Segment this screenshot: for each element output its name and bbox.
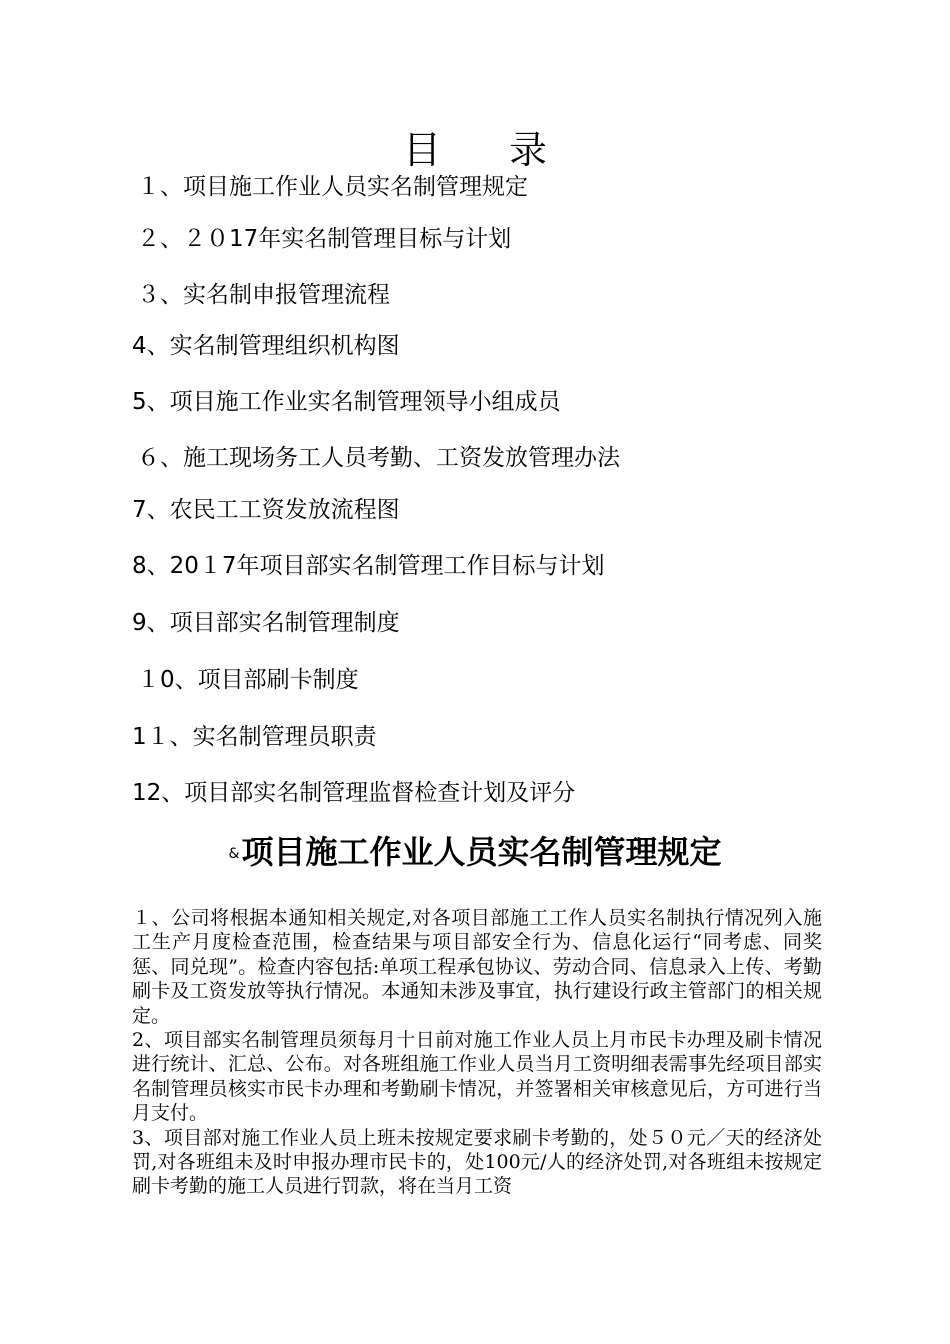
paragraph-1: １、公司将根据本通知相关规定,对各项目部施工工作人员实名制执行情况列入施工生产月度检查范围，检查结果与项目部安全行为、信息化运行“同考虑、同奖惩、同兑现”。检查内容包括:单项工程承包协议、劳动合同、信息录入上传、考勤刷卡及工资发放等执行情况。本通知未涉及事宜，执行建设行政主管部门的相关规定。 xyxy=(132,907,822,1027)
toc-item-10: １0、项目部刷卡制度 xyxy=(137,667,359,693)
toc-item-8: 8、20１7年项目部实名制管理工作目标与计划 xyxy=(132,553,605,579)
toc-item-6: ６、施工现场务工人员考勤、工资发放管理办法 xyxy=(137,445,620,471)
toc-title: 目 录 xyxy=(402,128,576,172)
heading-anchor-marker: & xyxy=(228,846,240,862)
toc-item-4: 4、实名制管理组织机构图 xyxy=(132,333,400,359)
toc-item-7: 7、农民工工资发放流程图 xyxy=(132,497,400,523)
paragraph-3: 3、项目部对施工作业人员上班未按规定要求刷卡考勤的，处５０元／天的经济处罚,对各班组未及时申报办理市民卡的，处100元/人的经济处罚,对各班组未按规定刷卡考勤的施工人员进行罚款，将在当月工资 xyxy=(132,1126,822,1198)
section-heading-text: 项目施工作业人员实名制管理规定 xyxy=(241,833,722,871)
body-text xyxy=(132,906,822,1199)
toc-item-3: ３、实名制申报管理流程 xyxy=(137,282,390,308)
toc-item-11: 1１、实名制管理员职责 xyxy=(132,724,377,750)
toc-item-1: １、项目施工作业人员实名制管理规定 xyxy=(137,174,528,200)
toc-item-2: ２、２０17年实名制管理目标与计划 xyxy=(137,226,512,252)
toc-item-5: 5、项目施工作业实名制管理领导小组成员 xyxy=(132,389,561,415)
section-heading xyxy=(0,828,950,878)
toc-item-9: 9、项目部实名制管理制度 xyxy=(132,610,400,636)
toc-item-12: 12、项目部实名制管理监督检查计划及评分 xyxy=(132,780,576,806)
paragraph-2: 2、项目部实名制管理员须每月十日前对施工作业人员上月市民卡办理及刷卡情况进行统计、汇总、公布。对各班组施工作业人员当月工资明细表需事先经项目部实名制管理员核实市民卡办理和考勤刷卡情况，并签署相关审核意见后，方可进行当月支付。 xyxy=(132,1029,822,1125)
